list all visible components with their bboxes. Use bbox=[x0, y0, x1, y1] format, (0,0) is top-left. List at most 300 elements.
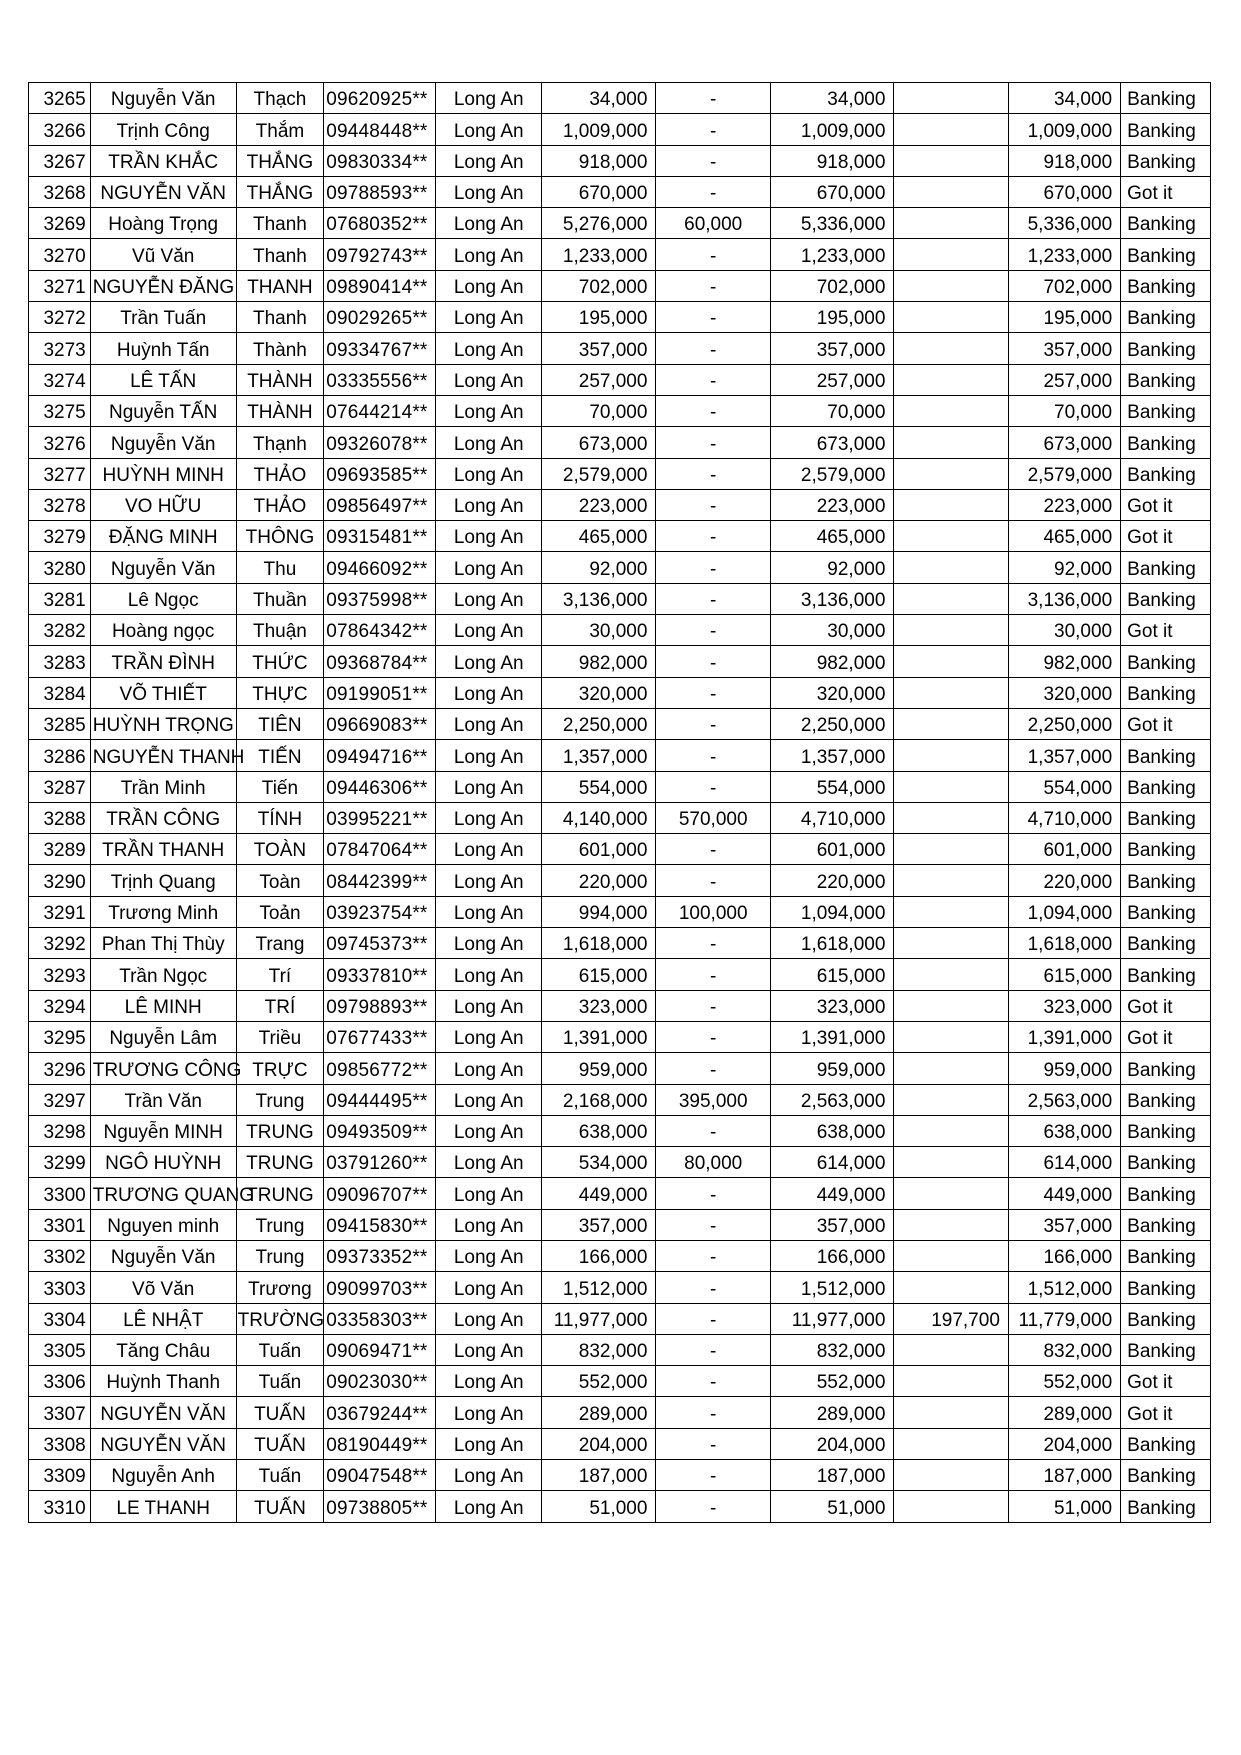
amount-cell: 601,000 bbox=[541, 834, 655, 865]
phone-cell: 09373352** bbox=[324, 1240, 436, 1271]
deduction-cell bbox=[894, 1021, 1008, 1052]
deduction-cell bbox=[894, 302, 1008, 333]
first-name-cell: NGUYỄN VĂN bbox=[90, 1428, 236, 1459]
deduction-cell bbox=[894, 145, 1008, 176]
payment-method-cell: Banking bbox=[1121, 145, 1211, 176]
total-cell: 959,000 bbox=[770, 1053, 893, 1084]
amount-cell: 289,000 bbox=[541, 1397, 655, 1428]
total-cell: 449,000 bbox=[770, 1178, 893, 1209]
deduction-cell bbox=[894, 1147, 1008, 1178]
table-row bbox=[29, 1147, 1211, 1178]
payment-method-cell: Banking bbox=[1121, 364, 1211, 395]
bonus-cell: 395,000 bbox=[656, 1084, 770, 1115]
row-number-cell: 3297 bbox=[29, 1084, 91, 1115]
payout-table bbox=[28, 82, 1211, 1523]
row-number-cell: 3286 bbox=[29, 740, 91, 771]
first-name-cell: NGÔ HUỲNH bbox=[90, 1147, 236, 1178]
payment-method-cell: Banking bbox=[1121, 1240, 1211, 1271]
table-row bbox=[29, 708, 1211, 739]
last-name-cell: Toàn bbox=[236, 865, 324, 896]
total-cell: 357,000 bbox=[770, 1209, 893, 1240]
deduction-cell bbox=[894, 646, 1008, 677]
deduction-cell bbox=[894, 615, 1008, 646]
first-name-cell: Trần Ngọc bbox=[90, 959, 236, 990]
first-name-cell: Võ Văn bbox=[90, 1272, 236, 1303]
province-cell: Long An bbox=[436, 489, 542, 520]
deduction-cell bbox=[894, 834, 1008, 865]
table-row bbox=[29, 1397, 1211, 1428]
amount-cell: 534,000 bbox=[541, 1147, 655, 1178]
deduction-cell bbox=[894, 802, 1008, 833]
table-row bbox=[29, 990, 1211, 1021]
row-number-cell: 3269 bbox=[29, 208, 91, 239]
phone-cell: 09199051** bbox=[324, 677, 436, 708]
total-cell: 30,000 bbox=[770, 615, 893, 646]
bonus-cell: - bbox=[656, 1491, 770, 1522]
total-cell: 1,357,000 bbox=[770, 740, 893, 771]
deduction-cell bbox=[894, 83, 1008, 114]
row-number-cell: 3281 bbox=[29, 583, 91, 614]
net-amount-cell: 702,000 bbox=[1008, 270, 1120, 301]
row-number-cell: 3275 bbox=[29, 395, 91, 426]
payment-method-cell: Banking bbox=[1121, 1209, 1211, 1240]
payment-method-cell: Banking bbox=[1121, 583, 1211, 614]
net-amount-cell: 552,000 bbox=[1008, 1366, 1120, 1397]
table-row bbox=[29, 646, 1211, 677]
last-name-cell: Thanh bbox=[236, 208, 324, 239]
net-amount-cell: 1,618,000 bbox=[1008, 928, 1120, 959]
first-name-cell: HUỲNH MINH bbox=[90, 458, 236, 489]
net-amount-cell: 357,000 bbox=[1008, 333, 1120, 364]
first-name-cell: LÊ TẤN bbox=[90, 364, 236, 395]
province-cell: Long An bbox=[436, 959, 542, 990]
payment-method-cell: Banking bbox=[1121, 1115, 1211, 1146]
deduction-cell bbox=[894, 114, 1008, 145]
row-number-cell: 3296 bbox=[29, 1053, 91, 1084]
first-name-cell: Nguyễn Anh bbox=[90, 1460, 236, 1491]
payment-method-cell: Banking bbox=[1121, 1084, 1211, 1115]
bonus-cell: - bbox=[656, 1460, 770, 1491]
bonus-cell: - bbox=[656, 333, 770, 364]
total-cell: 638,000 bbox=[770, 1115, 893, 1146]
total-cell: 1,094,000 bbox=[770, 896, 893, 927]
province-cell: Long An bbox=[436, 1209, 542, 1240]
last-name-cell: THÀNH bbox=[236, 395, 324, 426]
bonus-cell: - bbox=[656, 145, 770, 176]
first-name-cell: TRẦN CÔNG bbox=[90, 802, 236, 833]
phone-cell: 09856772** bbox=[324, 1053, 436, 1084]
payment-method-cell: Banking bbox=[1121, 114, 1211, 145]
first-name-cell: Nguyễn Văn bbox=[90, 1240, 236, 1271]
first-name-cell: NGUYỄN VĂN bbox=[90, 1397, 236, 1428]
deduction-cell bbox=[894, 1397, 1008, 1428]
deduction-cell bbox=[894, 1240, 1008, 1271]
province-cell: Long An bbox=[436, 1084, 542, 1115]
first-name-cell: Nguyễn MINH bbox=[90, 1115, 236, 1146]
row-number-cell: 3280 bbox=[29, 552, 91, 583]
province-cell: Long An bbox=[436, 552, 542, 583]
row-number-cell: 3284 bbox=[29, 677, 91, 708]
total-cell: 554,000 bbox=[770, 771, 893, 802]
total-cell: 1,618,000 bbox=[770, 928, 893, 959]
net-amount-cell: 982,000 bbox=[1008, 646, 1120, 677]
bonus-cell: - bbox=[656, 1303, 770, 1334]
total-cell: 195,000 bbox=[770, 302, 893, 333]
table-row bbox=[29, 740, 1211, 771]
province-cell: Long An bbox=[436, 677, 542, 708]
first-name-cell: Nguyễn Văn bbox=[90, 552, 236, 583]
table-row bbox=[29, 1084, 1211, 1115]
net-amount-cell: 4,710,000 bbox=[1008, 802, 1120, 833]
net-amount-cell: 1,391,000 bbox=[1008, 1021, 1120, 1052]
phone-cell: 09096707** bbox=[324, 1178, 436, 1209]
net-amount-cell: 320,000 bbox=[1008, 677, 1120, 708]
bonus-cell: - bbox=[656, 646, 770, 677]
table-row bbox=[29, 427, 1211, 458]
amount-cell: 323,000 bbox=[541, 990, 655, 1021]
province-cell: Long An bbox=[436, 802, 542, 833]
net-amount-cell: 223,000 bbox=[1008, 489, 1120, 520]
first-name-cell: TRẦN ĐÌNH bbox=[90, 646, 236, 677]
table-row bbox=[29, 114, 1211, 145]
last-name-cell: THẮNG bbox=[236, 145, 324, 176]
phone-cell: 09069471** bbox=[324, 1334, 436, 1365]
phone-cell: 09620925** bbox=[324, 83, 436, 114]
table-row bbox=[29, 458, 1211, 489]
deduction-cell bbox=[894, 583, 1008, 614]
phone-cell: 09448448** bbox=[324, 114, 436, 145]
table-row bbox=[29, 1272, 1211, 1303]
total-cell: 2,250,000 bbox=[770, 708, 893, 739]
total-cell: 223,000 bbox=[770, 489, 893, 520]
province-cell: Long An bbox=[436, 114, 542, 145]
payment-method-cell: Banking bbox=[1121, 1428, 1211, 1459]
net-amount-cell: 670,000 bbox=[1008, 176, 1120, 207]
bonus-cell: - bbox=[656, 677, 770, 708]
province-cell: Long An bbox=[436, 521, 542, 552]
net-amount-cell: 5,336,000 bbox=[1008, 208, 1120, 239]
phone-cell: 07847064** bbox=[324, 834, 436, 865]
payment-method-cell: Got it bbox=[1121, 176, 1211, 207]
bonus-cell: - bbox=[656, 740, 770, 771]
table-row bbox=[29, 1209, 1211, 1240]
row-number-cell: 3289 bbox=[29, 834, 91, 865]
table-row bbox=[29, 959, 1211, 990]
province-cell: Long An bbox=[436, 834, 542, 865]
first-name-cell: LE THANH bbox=[90, 1491, 236, 1522]
payment-method-cell: Banking bbox=[1121, 802, 1211, 833]
deduction-cell bbox=[894, 176, 1008, 207]
table-row bbox=[29, 1021, 1211, 1052]
last-name-cell: THỨC bbox=[236, 646, 324, 677]
bonus-cell: - bbox=[656, 708, 770, 739]
province-cell: Long An bbox=[436, 302, 542, 333]
payment-method-cell: Banking bbox=[1121, 552, 1211, 583]
first-name-cell: TRƯƠNG QUANG bbox=[90, 1178, 236, 1209]
total-cell: 320,000 bbox=[770, 677, 893, 708]
deduction-cell bbox=[894, 239, 1008, 270]
payment-method-cell: Banking bbox=[1121, 1334, 1211, 1365]
deduction-cell bbox=[894, 1053, 1008, 1084]
province-cell: Long An bbox=[436, 208, 542, 239]
province-cell: Long An bbox=[436, 1240, 542, 1271]
amount-cell: 1,233,000 bbox=[541, 239, 655, 270]
deduction-cell bbox=[894, 427, 1008, 458]
row-number-cell: 3292 bbox=[29, 928, 91, 959]
deduction-cell bbox=[894, 1084, 1008, 1115]
row-number-cell: 3267 bbox=[29, 145, 91, 176]
row-number-cell: 3291 bbox=[29, 896, 91, 927]
phone-cell: 09493509** bbox=[324, 1115, 436, 1146]
province-cell: Long An bbox=[436, 270, 542, 301]
last-name-cell: TUẤN bbox=[236, 1397, 324, 1428]
last-name-cell: TRUNG bbox=[236, 1147, 324, 1178]
first-name-cell: Nguyễn TẤN bbox=[90, 395, 236, 426]
phone-cell: 09334767** bbox=[324, 333, 436, 364]
total-cell: 552,000 bbox=[770, 1366, 893, 1397]
last-name-cell: Trang bbox=[236, 928, 324, 959]
table-row bbox=[29, 1240, 1211, 1271]
table-row bbox=[29, 1491, 1211, 1522]
bonus-cell: - bbox=[656, 176, 770, 207]
phone-cell: 09466092** bbox=[324, 552, 436, 583]
net-amount-cell: 166,000 bbox=[1008, 1240, 1120, 1271]
row-number-cell: 3270 bbox=[29, 239, 91, 270]
deduction-cell bbox=[894, 740, 1008, 771]
total-cell: 166,000 bbox=[770, 1240, 893, 1271]
first-name-cell: TRẦN KHẮC bbox=[90, 145, 236, 176]
province-cell: Long An bbox=[436, 928, 542, 959]
amount-cell: 195,000 bbox=[541, 302, 655, 333]
province-cell: Long An bbox=[436, 1178, 542, 1209]
amount-cell: 223,000 bbox=[541, 489, 655, 520]
net-amount-cell: 1,233,000 bbox=[1008, 239, 1120, 270]
province-cell: Long An bbox=[436, 395, 542, 426]
net-amount-cell: 615,000 bbox=[1008, 959, 1120, 990]
deduction-cell bbox=[894, 959, 1008, 990]
table-row bbox=[29, 928, 1211, 959]
row-number-cell: 3278 bbox=[29, 489, 91, 520]
total-cell: 257,000 bbox=[770, 364, 893, 395]
table-row bbox=[29, 834, 1211, 865]
row-number-cell: 3277 bbox=[29, 458, 91, 489]
row-number-cell: 3305 bbox=[29, 1334, 91, 1365]
payment-method-cell: Banking bbox=[1121, 740, 1211, 771]
bonus-cell: - bbox=[656, 364, 770, 395]
last-name-cell: TIẾN bbox=[236, 740, 324, 771]
first-name-cell: Trịnh Công bbox=[90, 114, 236, 145]
row-number-cell: 3300 bbox=[29, 1178, 91, 1209]
last-name-cell: Thanh bbox=[236, 239, 324, 270]
table-row bbox=[29, 489, 1211, 520]
bonus-cell: - bbox=[656, 114, 770, 145]
first-name-cell: Trần Văn bbox=[90, 1084, 236, 1115]
last-name-cell: Tiến bbox=[236, 771, 324, 802]
bonus-cell: - bbox=[656, 1053, 770, 1084]
payment-method-cell: Banking bbox=[1121, 395, 1211, 426]
phone-cell: 08442399** bbox=[324, 865, 436, 896]
total-cell: 601,000 bbox=[770, 834, 893, 865]
province-cell: Long An bbox=[436, 1147, 542, 1178]
last-name-cell: Thạch bbox=[236, 83, 324, 114]
last-name-cell: TRƯỜNG bbox=[236, 1303, 324, 1334]
payment-method-cell: Banking bbox=[1121, 427, 1211, 458]
amount-cell: 670,000 bbox=[541, 176, 655, 207]
last-name-cell: TRÍ bbox=[236, 990, 324, 1021]
amount-cell: 1,009,000 bbox=[541, 114, 655, 145]
table-row bbox=[29, 521, 1211, 552]
net-amount-cell: 92,000 bbox=[1008, 552, 1120, 583]
phone-cell: 09099703** bbox=[324, 1272, 436, 1303]
first-name-cell: TRƯƠNG CÔNG bbox=[90, 1053, 236, 1084]
province-cell: Long An bbox=[436, 1272, 542, 1303]
bonus-cell: 60,000 bbox=[656, 208, 770, 239]
last-name-cell: THÀNH bbox=[236, 364, 324, 395]
first-name-cell: Hoàng Trọng bbox=[90, 208, 236, 239]
phone-cell: 09745373** bbox=[324, 928, 436, 959]
last-name-cell: TOÀN bbox=[236, 834, 324, 865]
phone-cell: 07864342** bbox=[324, 615, 436, 646]
table-row bbox=[29, 83, 1211, 114]
total-cell: 702,000 bbox=[770, 270, 893, 301]
deduction-cell bbox=[894, 865, 1008, 896]
deduction-cell bbox=[894, 1115, 1008, 1146]
phone-cell: 03923754** bbox=[324, 896, 436, 927]
first-name-cell: Nguyễn Văn bbox=[90, 83, 236, 114]
row-number-cell: 3290 bbox=[29, 865, 91, 896]
province-cell: Long An bbox=[436, 771, 542, 802]
phone-cell: 07644214** bbox=[324, 395, 436, 426]
deduction-cell bbox=[894, 1178, 1008, 1209]
province-cell: Long An bbox=[436, 1397, 542, 1428]
table-row bbox=[29, 1460, 1211, 1491]
payment-method-cell: Banking bbox=[1121, 771, 1211, 802]
phone-cell: 09368784** bbox=[324, 646, 436, 677]
total-cell: 289,000 bbox=[770, 1397, 893, 1428]
total-cell: 4,710,000 bbox=[770, 802, 893, 833]
table-row bbox=[29, 395, 1211, 426]
table-row bbox=[29, 1366, 1211, 1397]
payment-method-cell: Banking bbox=[1121, 208, 1211, 239]
deduction-cell bbox=[894, 395, 1008, 426]
table-row bbox=[29, 1053, 1211, 1084]
phone-cell: 09446306** bbox=[324, 771, 436, 802]
table-row bbox=[29, 1115, 1211, 1146]
first-name-cell: Huỳnh Tấn bbox=[90, 333, 236, 364]
net-amount-cell: 2,579,000 bbox=[1008, 458, 1120, 489]
amount-cell: 918,000 bbox=[541, 145, 655, 176]
net-amount-cell: 51,000 bbox=[1008, 1491, 1120, 1522]
total-cell: 465,000 bbox=[770, 521, 893, 552]
last-name-cell: Tuấn bbox=[236, 1366, 324, 1397]
deduction-cell bbox=[894, 208, 1008, 239]
bonus-cell: 80,000 bbox=[656, 1147, 770, 1178]
amount-cell: 1,512,000 bbox=[541, 1272, 655, 1303]
payment-method-cell: Banking bbox=[1121, 458, 1211, 489]
deduction-cell bbox=[894, 333, 1008, 364]
province-cell: Long An bbox=[436, 990, 542, 1021]
net-amount-cell: 1,512,000 bbox=[1008, 1272, 1120, 1303]
table-row bbox=[29, 145, 1211, 176]
table-row bbox=[29, 364, 1211, 395]
province-cell: Long An bbox=[436, 708, 542, 739]
first-name-cell: Nguyễn Lâm bbox=[90, 1021, 236, 1052]
row-number-cell: 3287 bbox=[29, 771, 91, 802]
payment-method-cell: Got it bbox=[1121, 990, 1211, 1021]
amount-cell: 959,000 bbox=[541, 1053, 655, 1084]
bonus-cell: - bbox=[656, 239, 770, 270]
row-number-cell: 3271 bbox=[29, 270, 91, 301]
bonus-cell: - bbox=[656, 395, 770, 426]
bonus-cell: - bbox=[656, 771, 770, 802]
bonus-cell: - bbox=[656, 834, 770, 865]
last-name-cell: Thanh bbox=[236, 302, 324, 333]
table-body bbox=[29, 83, 1211, 1523]
amount-cell: 92,000 bbox=[541, 552, 655, 583]
row-number-cell: 3294 bbox=[29, 990, 91, 1021]
amount-cell: 11,977,000 bbox=[541, 1303, 655, 1334]
first-name-cell: Nguyen minh bbox=[90, 1209, 236, 1240]
deduction-cell bbox=[894, 677, 1008, 708]
last-name-cell: TÍNH bbox=[236, 802, 324, 833]
phone-cell: 09738805** bbox=[324, 1491, 436, 1522]
payment-method-cell: Banking bbox=[1121, 333, 1211, 364]
table-row bbox=[29, 270, 1211, 301]
bonus-cell: - bbox=[656, 552, 770, 583]
row-number-cell: 3288 bbox=[29, 802, 91, 833]
total-cell: 614,000 bbox=[770, 1147, 893, 1178]
payment-method-cell: Got it bbox=[1121, 489, 1211, 520]
total-cell: 1,233,000 bbox=[770, 239, 893, 270]
amount-cell: 702,000 bbox=[541, 270, 655, 301]
table-row bbox=[29, 771, 1211, 802]
total-cell: 51,000 bbox=[770, 1491, 893, 1522]
amount-cell: 320,000 bbox=[541, 677, 655, 708]
total-cell: 92,000 bbox=[770, 552, 893, 583]
phone-cell: 09890414** bbox=[324, 270, 436, 301]
deduction-cell bbox=[894, 364, 1008, 395]
bonus-cell: - bbox=[656, 458, 770, 489]
amount-cell: 832,000 bbox=[541, 1334, 655, 1365]
amount-cell: 982,000 bbox=[541, 646, 655, 677]
amount-cell: 2,250,000 bbox=[541, 708, 655, 739]
total-cell: 832,000 bbox=[770, 1334, 893, 1365]
amount-cell: 204,000 bbox=[541, 1428, 655, 1459]
last-name-cell: THẮNG bbox=[236, 176, 324, 207]
deduction-cell bbox=[894, 458, 1008, 489]
amount-cell: 257,000 bbox=[541, 364, 655, 395]
bonus-cell: - bbox=[656, 615, 770, 646]
table-row bbox=[29, 208, 1211, 239]
first-name-cell: Tăng Châu bbox=[90, 1334, 236, 1365]
net-amount-cell: 673,000 bbox=[1008, 427, 1120, 458]
row-number-cell: 3306 bbox=[29, 1366, 91, 1397]
deduction-cell bbox=[894, 708, 1008, 739]
deduction-cell bbox=[894, 552, 1008, 583]
deduction-cell bbox=[894, 1209, 1008, 1240]
payment-method-cell: Banking bbox=[1121, 1491, 1211, 1522]
first-name-cell: Trương Minh bbox=[90, 896, 236, 927]
last-name-cell: Tuấn bbox=[236, 1460, 324, 1491]
bonus-cell: - bbox=[656, 1366, 770, 1397]
payment-method-cell: Got it bbox=[1121, 1397, 1211, 1428]
payment-method-cell: Banking bbox=[1121, 1460, 1211, 1491]
province-cell: Long An bbox=[436, 1460, 542, 1491]
net-amount-cell: 554,000 bbox=[1008, 771, 1120, 802]
total-cell: 982,000 bbox=[770, 646, 893, 677]
amount-cell: 615,000 bbox=[541, 959, 655, 990]
bonus-cell: - bbox=[656, 928, 770, 959]
